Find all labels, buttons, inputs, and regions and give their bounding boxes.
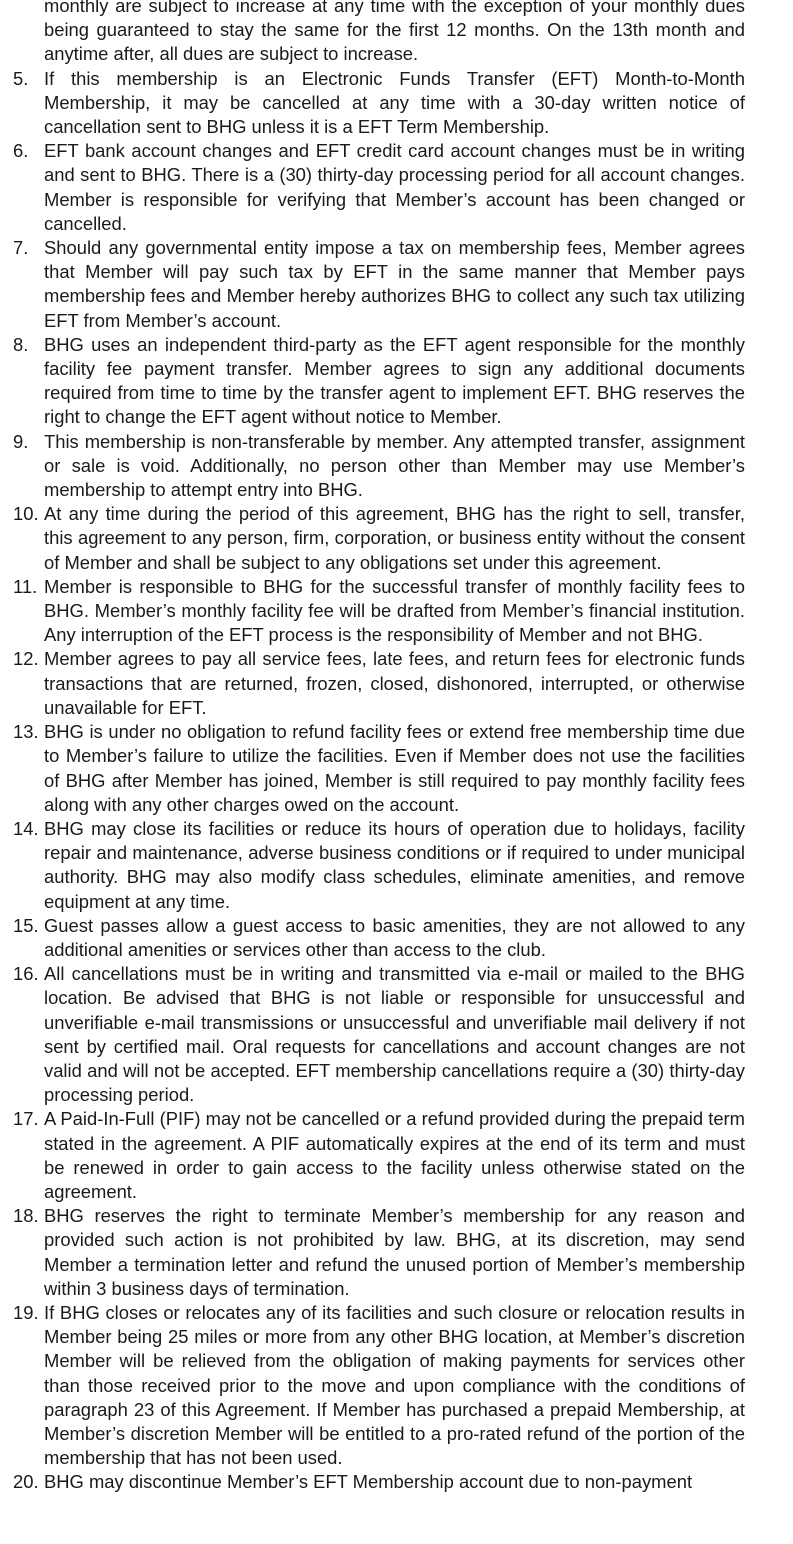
list-item (0, 236, 745, 333)
list-item (0, 817, 745, 914)
list-item (0, 67, 745, 140)
item-number: 7. (13, 237, 29, 259)
item-text: This membership is non-transferable by member. Any attempted transfer, assignment or sale is void. Additionally, no person other than Member may use Member’s membership to attempt entry into BHG. (44, 430, 745, 501)
carried-over-paragraph: monthly are subject to increase at any time with the exception of your monthly dues being guaranteed to stay the same for the first 12 months. On the 13th month and anytime after, all dues are subject to increase. (44, 0, 745, 65)
item-number: 9. (13, 430, 29, 452)
item-text: EFT bank account changes and EFT credit card account changes must be in writing and sent to BHG. There is a (30) thirty-day processing period for all account changes. Member is responsible for verifying that Member’s account has been changed or cancelled. (44, 140, 745, 234)
item-text: Should any governmental entity impose a tax on membership fees, Member agrees that Member will pay such tax by EFT in the same manner that Member pays membership fees and Member hereby authorizes BHG to collect any such tax utilizing EFT from Member’s account. (44, 237, 745, 331)
item-number: 17. (13, 1108, 39, 1130)
list-item (0, 914, 745, 962)
item-text: At any time during the period of this agreement, BHG has the right to sell, transfer, this agreement to any person, firm, corporation, or business entity without the consent of Member and shall be subject to any obligations set under this agreement. (44, 503, 745, 573)
item-text: BHG may discontinue Member’s EFT Membership account due to non-payment (44, 1471, 693, 1493)
item-text: All cancellations must be in writing and transmitted via e-mail or mailed to the BHG location. Be advised that BHG is not liable or responsible for unsuccessful and unverifiable e-mail transmissions or unsuccessful and unverifiable mail delivery if not sent by certified mail. Oral requests for cancellations and account changes are not valid and will not be accepted. EFT membership cancellations require a (30) thirty-day processing period. (44, 963, 745, 1106)
item-number: 20. (13, 1471, 39, 1493)
item-number: 10. (13, 503, 39, 525)
list-item (0, 333, 745, 430)
item-number: 12. (13, 648, 39, 670)
terms-list (0, 67, 793, 1495)
list-item (0, 575, 745, 648)
list-item (0, 430, 745, 503)
item-text: BHG may close its facilities or reduce its hours of operation due to holidays, facility repair and maintenance, adverse business conditions or if required to under municipal authority. BHG may also modify class schedules, eliminate amenities, and remove equipment at any time. (44, 817, 745, 912)
item-text: Guest passes allow a guest access to basic amenities, they are not allowed to any additional amenities or services other than access to the club. (44, 914, 745, 960)
item-text: Member is responsible to BHG for the successful transfer of monthly facility fees to BHG. Member’s monthly facility fee will be drafted from Member’s financial institution. Any interruption of the EFT process is the responsibility of Member and not BHG. (44, 575, 745, 646)
item-text: If BHG closes or relocates any of its facilities and such closure or relocation results in Member being 25 miles or more from any other BHG location, at Member’s discretion Member will be relieved from the obligation of making payments for services other than those received prior to the move and upon compliance with the conditions of paragraph 23 of this Agreement. If Member has purchased a prepaid Membership, at Member’s discretion Member will be entitled to a pro-rated refund of the portion of the membership that has not been used. (44, 1301, 745, 1469)
item-number: 18. (13, 1205, 39, 1227)
item-text: If this membership is an Electronic Funds Transfer (EFT) Month-to-Month Membership, it may be cancelled at any time with a 30-day written notice of cancellation sent to BHG unless it is a EFT Term Membership. (44, 67, 745, 138)
item-text: BHG reserves the right to terminate Member’s membership for any reason and provided such action is not prohibited by law. BHG, at its discretion, may send Member a termination letter and refund the unused portion of Member’s membership within 3 business days of termination. (44, 1205, 745, 1299)
item-text: BHG uses an independent third-party as the EFT agent responsible for the monthly facility fee payment transfer. Member agrees to sign any additional documents required from time to time by the transfer agent to implement EFT. BHG reserves the right to change the EFT agent without notice to Member. (44, 333, 745, 428)
item-number: 5. (13, 67, 29, 89)
list-item (0, 502, 745, 575)
item-number: 6. (13, 140, 29, 162)
list-item (0, 139, 745, 236)
item-number: 14. (13, 817, 39, 839)
item-number: 19. (13, 1301, 39, 1323)
list-item (0, 1301, 745, 1470)
list-item (0, 720, 745, 817)
item-number: 13. (13, 721, 39, 743)
list-item (0, 1107, 745, 1204)
item-number: 8. (13, 333, 29, 355)
item-number: 15. (13, 914, 39, 936)
item-text: BHG is under no obligation to refund facility fees or extend free membership time due to Member’s failure to utilize the facilities. Even if Member does not use the facilities of BHG after Member has joined, Member is still required to pay monthly facility fees along with any other charges owed on the account. (44, 721, 745, 815)
list-item (0, 1204, 745, 1301)
list-item (0, 962, 745, 1107)
list-item (0, 647, 745, 720)
item-text: A Paid-In-Full (PIF) may not be cancelled or a refund provided during the prepaid term stated in the agreement. A PIF automatically expires at the end of its term and must be renewed in order to gain access to the facility unless otherwise stated on the agreement. (44, 1108, 745, 1202)
item-text: Member agrees to pay all service fees, late fees, and return fees for electronic funds transactions that are returned, frozen, closed, dishonored, interrupted, or otherwise unavailable for EFT. (44, 648, 745, 718)
item-number: 16. (13, 963, 39, 985)
list-item (0, 1470, 745, 1494)
item-number: 11. (13, 575, 38, 597)
